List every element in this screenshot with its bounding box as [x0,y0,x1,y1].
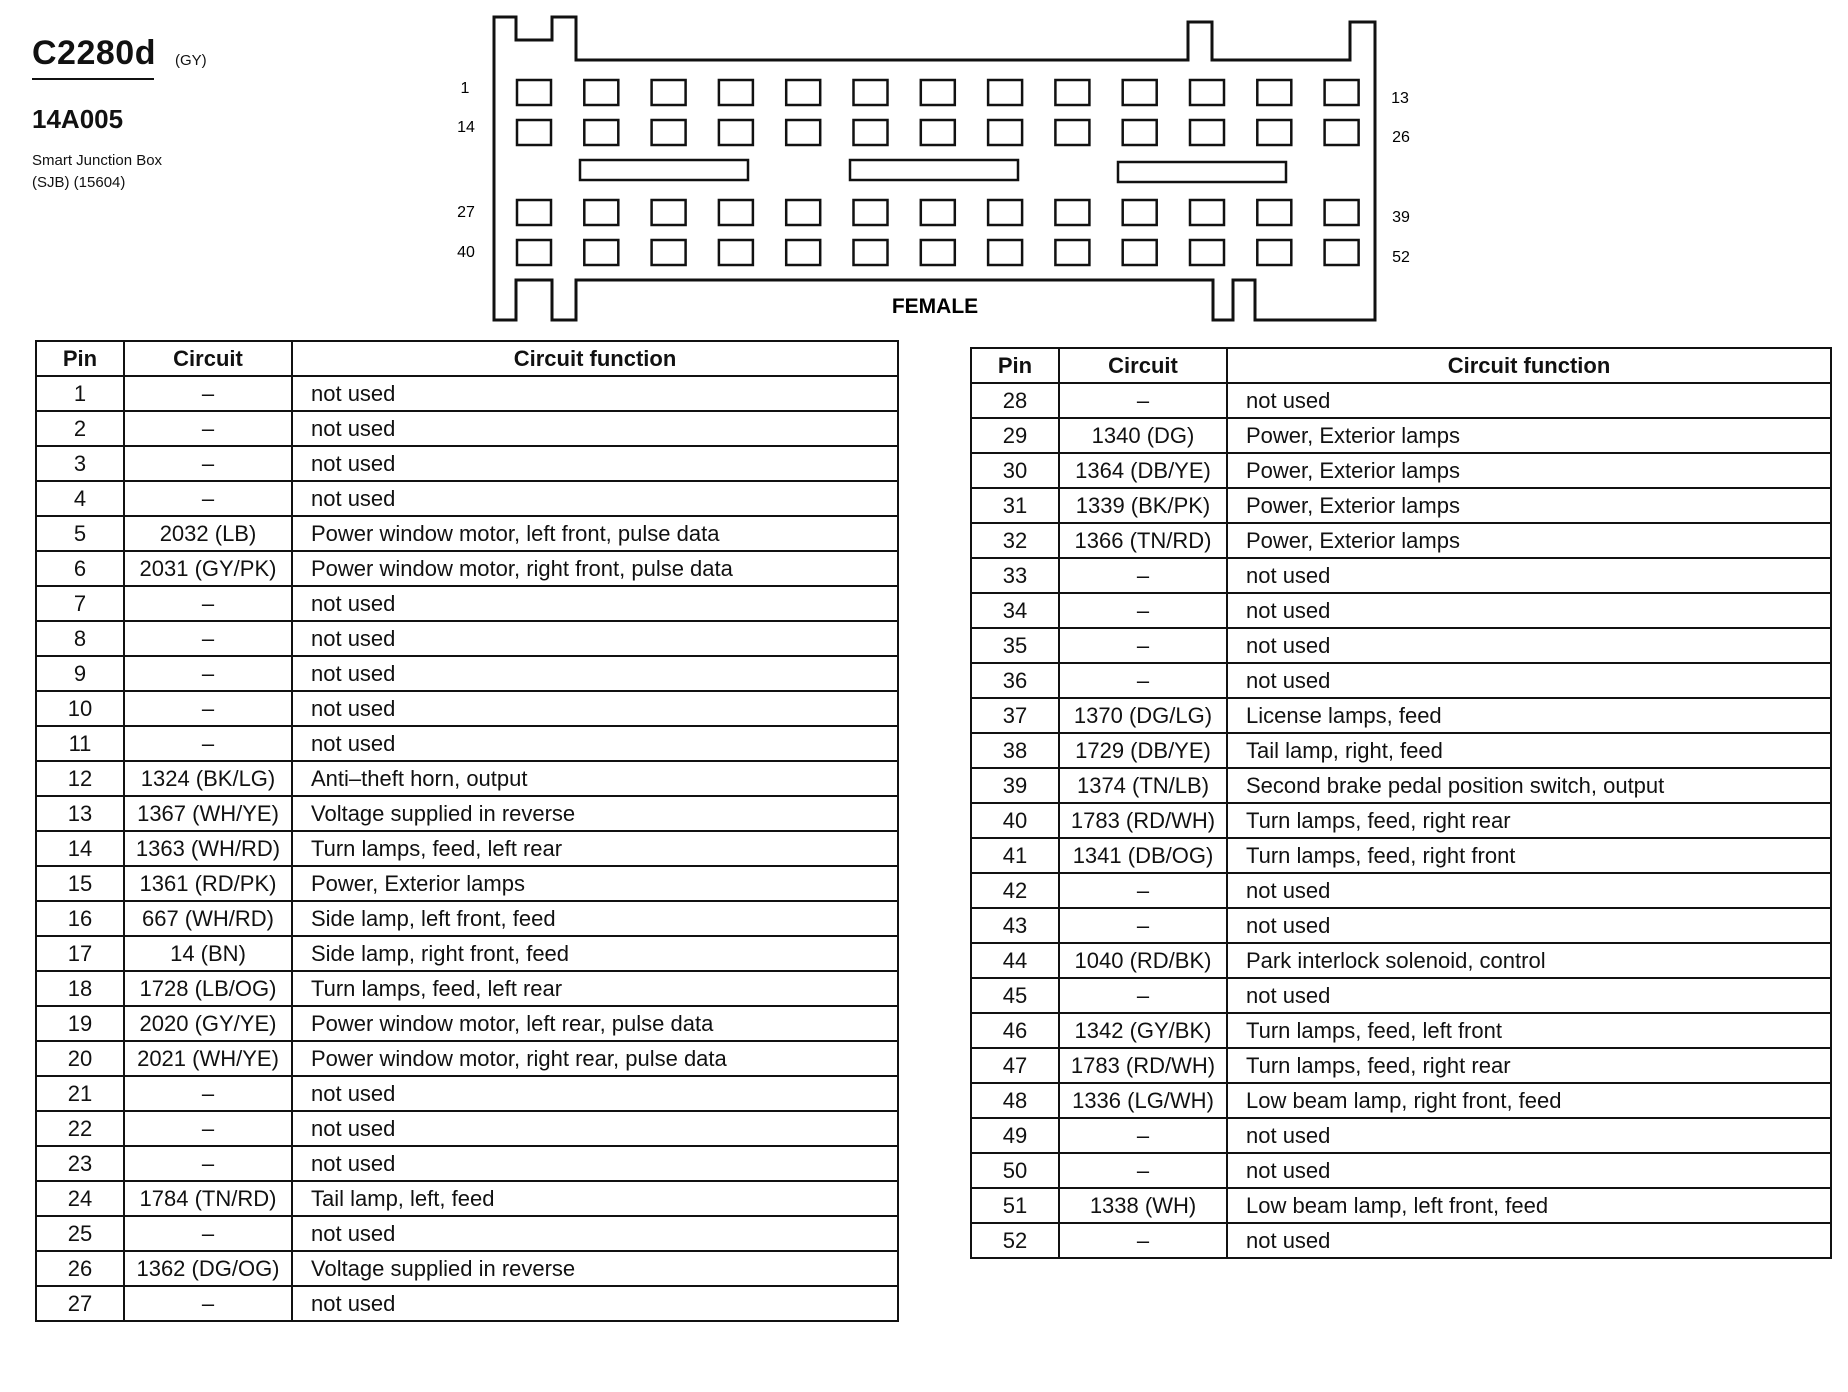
table-row [36,901,898,936]
circuit-code: – [124,1076,292,1111]
cavity-grid [517,80,1359,265]
circuit-code: 1363 (WH/RD) [124,831,292,866]
table-row [36,1041,898,1076]
locking-slot [850,160,1018,180]
table-row [36,971,898,1006]
pin-table-right [970,347,1832,1259]
cavity-slot [854,200,888,225]
circuit-function: not used [292,481,898,516]
cavity-slot [1257,200,1291,225]
table-row [971,558,1831,593]
circuit-function: Power, Exterior lamps [1227,523,1831,558]
table-row [971,663,1831,698]
table-row [971,593,1831,628]
cavity-slot [786,200,820,225]
circuit-function: Low beam lamp, right front, feed [1227,1083,1831,1118]
pin-number: 5 [36,516,124,551]
circuit-code: 1339 (BK/PK) [1059,488,1227,523]
cavity-slot [921,120,955,145]
table-row [971,873,1831,908]
circuit-function: not used [1227,383,1831,418]
circuit-function: not used [1227,908,1831,943]
header-pin: Pin [971,348,1059,383]
cavity-slot [921,240,955,265]
cavity-slot [584,240,618,265]
circuit-function: not used [1227,628,1831,663]
cavity-slot [854,80,888,105]
cavity-slot [1190,120,1224,145]
cavity-slot [719,200,753,225]
pin-number: 43 [971,908,1059,943]
circuit-code: 667 (WH/RD) [124,901,292,936]
pin-number: 21 [36,1076,124,1111]
circuit-code: 2021 (WH/YE) [124,1041,292,1076]
table-row [971,698,1831,733]
circuit-function: Tail lamp, right, feed [1227,733,1831,768]
row-label-2-start: 14 [457,119,475,136]
circuit-code: 1336 (LG/WH) [1059,1083,1227,1118]
cavity-slot [1325,120,1359,145]
cavity-slot [786,80,820,105]
circuit-function: not used [292,1076,898,1111]
row-label-1-start: 1 [460,80,470,97]
table-row [971,1013,1831,1048]
table-row [36,376,898,411]
table-row [36,551,898,586]
table-row [971,453,1831,488]
circuit-function: not used [292,1146,898,1181]
pin-number: 49 [971,1118,1059,1153]
header-circuit-function: Circuit function [292,341,898,376]
circuit-function: not used [292,411,898,446]
circuit-function: Turn lamps, feed, right front [1227,838,1831,873]
table-row [36,1216,898,1251]
circuit-code: 1783 (RD/WH) [1059,1048,1227,1083]
pin-number: 24 [36,1181,124,1216]
connector-face-diagram [0,0,1848,330]
circuit-function: not used [292,586,898,621]
table-row [36,1181,898,1216]
pin-number: 32 [971,523,1059,558]
circuit-code: 1367 (WH/YE) [124,796,292,831]
circuit-function: not used [1227,558,1831,593]
circuit-code: 1338 (WH) [1059,1188,1227,1223]
table-row [36,656,898,691]
pin-number: 4 [36,481,124,516]
pin-number: 39 [971,768,1059,803]
pin-number: 17 [36,936,124,971]
table-row [971,1083,1831,1118]
table-row [36,1146,898,1181]
cavity-slot [1325,80,1359,105]
table-row [36,1111,898,1146]
pin-number: 34 [971,593,1059,628]
pin-number: 25 [36,1216,124,1251]
circuit-code: – [1059,628,1227,663]
cavity-slot [921,80,955,105]
circuit-code: – [124,621,292,656]
circuit-code: – [1059,978,1227,1013]
pin-number: 48 [971,1083,1059,1118]
cavity-slot [854,120,888,145]
table-row [971,943,1831,978]
cavity-slot [1325,240,1359,265]
table-row [971,1188,1831,1223]
pin-number: 40 [971,803,1059,838]
pin-number: 27 [36,1286,124,1321]
cavity-slot [1325,200,1359,225]
circuit-function: Turn lamps, feed, left rear [292,831,898,866]
cavity-slot [1257,240,1291,265]
component-description-line1: Smart Junction Box [32,152,163,169]
table-row [36,1251,898,1286]
pin-number: 33 [971,558,1059,593]
table-row [36,936,898,971]
circuit-code: – [124,691,292,726]
header-pin: Pin [36,341,124,376]
circuit-code: 1364 (DB/YE) [1059,453,1227,488]
circuit-code: 1374 (TN/LB) [1059,768,1227,803]
row-label-4-start: 40 [457,244,475,261]
cavity-slot [1055,120,1089,145]
table-row [36,481,898,516]
pin-number: 8 [36,621,124,656]
circuit-code: – [124,586,292,621]
circuit-function: not used [1227,978,1831,1013]
cavity-slot [1123,80,1157,105]
circuit-function: not used [1227,1153,1831,1188]
cavity-slot [652,240,686,265]
circuit-code: 1729 (DB/YE) [1059,733,1227,768]
circuit-function: Power, Exterior lamps [292,866,898,901]
cavity-slot [1123,200,1157,225]
circuit-code: – [1059,558,1227,593]
pin-number: 42 [971,873,1059,908]
table-row [36,866,898,901]
circuit-code: 14 (BN) [124,936,292,971]
header-circuit: Circuit [1059,348,1227,383]
table-row [36,446,898,481]
circuit-function: not used [292,691,898,726]
table-row [971,803,1831,838]
connector-id: C2280d [32,34,156,72]
circuit-function: Second brake pedal position switch, output [1227,768,1831,803]
cavity-slot [1190,200,1224,225]
cavity-slot [1257,120,1291,145]
circuit-function: Voltage supplied in reverse [292,1251,898,1286]
circuit-function: not used [292,1286,898,1321]
pin-number: 37 [971,698,1059,733]
circuit-function: Side lamp, right front, feed [292,936,898,971]
pin-number: 30 [971,453,1059,488]
circuit-code: 1342 (GY/BK) [1059,1013,1227,1048]
row-label-2-end: 26 [1392,129,1410,146]
cavity-slot [652,120,686,145]
circuit-function: Anti–theft horn, output [292,761,898,796]
circuit-code: – [1059,663,1227,698]
circuit-code: – [1059,1223,1227,1258]
pin-number: 28 [971,383,1059,418]
cavity-slot [786,240,820,265]
circuit-function: not used [292,656,898,691]
connector-housing-outline [494,17,1375,320]
circuit-code: – [1059,873,1227,908]
table-header-row [971,348,1831,383]
pin-number: 36 [971,663,1059,698]
table-row [971,733,1831,768]
row-label-1-end: 13 [1391,90,1409,107]
row-label-3-end: 39 [1392,209,1410,226]
circuit-code: 1370 (DG/LG) [1059,698,1227,733]
table-row [971,838,1831,873]
pin-table-left [35,340,899,1322]
table-row [36,516,898,551]
circuit-function: Power window motor, right rear, pulse data [292,1041,898,1076]
pin-number: 51 [971,1188,1059,1223]
table-row [36,621,898,656]
cavity-slot [1123,120,1157,145]
cavity-slot [1055,80,1089,105]
circuit-function: not used [292,376,898,411]
component-description-line2: (SJB) (15604) [32,174,126,191]
pin-number: 18 [36,971,124,1006]
circuit-function: Tail lamp, left, feed [292,1181,898,1216]
circuit-code: 1361 (RD/PK) [124,866,292,901]
cavity-slot [1190,80,1224,105]
pin-number: 52 [971,1223,1059,1258]
pin-number: 47 [971,1048,1059,1083]
pin-number: 20 [36,1041,124,1076]
locking-slot [580,160,748,180]
table-row [971,418,1831,453]
cavity-slot [988,80,1022,105]
part-number: 14A005 [32,104,124,134]
cavity-slot [988,120,1022,145]
row-label-3-start: 27 [457,204,475,221]
pin-number: 31 [971,488,1059,523]
table-row [36,1286,898,1321]
cavity-slot [988,240,1022,265]
pin-number: 16 [36,901,124,936]
table-row [36,1006,898,1041]
circuit-function: not used [292,1216,898,1251]
pin-number: 22 [36,1111,124,1146]
table-row [971,908,1831,943]
cavity-slot [517,80,551,105]
cavity-slot [1055,200,1089,225]
pin-number: 10 [36,691,124,726]
pin-number: 19 [36,1006,124,1041]
pin-number: 12 [36,761,124,796]
circuit-code: – [1059,593,1227,628]
circuit-code: – [124,1286,292,1321]
circuit-code: – [124,1111,292,1146]
cavity-slot [584,80,618,105]
pin-number: 6 [36,551,124,586]
table-row [36,831,898,866]
pin-number: 3 [36,446,124,481]
circuit-function: Voltage supplied in reverse [292,796,898,831]
pin-number: 46 [971,1013,1059,1048]
cavity-slot [854,240,888,265]
pin-number: 13 [36,796,124,831]
circuit-function: not used [1227,593,1831,628]
circuit-function: Turn lamps, feed, right rear [1227,1048,1831,1083]
circuit-code: – [124,656,292,691]
circuit-code: 1784 (TN/RD) [124,1181,292,1216]
circuit-code: – [124,411,292,446]
circuit-code: 1366 (TN/RD) [1059,523,1227,558]
cavity-slot [584,200,618,225]
table-row [36,586,898,621]
table-row [971,1048,1831,1083]
circuit-function: not used [292,446,898,481]
circuit-code: 1341 (DB/OG) [1059,838,1227,873]
cavity-slot [719,80,753,105]
pin-number: 11 [36,726,124,761]
pin-number: 15 [36,866,124,901]
pin-number: 29 [971,418,1059,453]
circuit-function: Power, Exterior lamps [1227,488,1831,523]
circuit-code: – [1059,383,1227,418]
circuit-code: – [124,726,292,761]
pin-number: 41 [971,838,1059,873]
circuit-function: Park interlock solenoid, control [1227,943,1831,978]
circuit-code: – [1059,1118,1227,1153]
circuit-function: not used [1227,873,1831,908]
circuit-code: 1783 (RD/WH) [1059,803,1227,838]
cavity-slot [517,200,551,225]
circuit-code: – [124,376,292,411]
locking-slot [1118,162,1286,182]
table-row [971,1118,1831,1153]
gender-label: FEMALE [891,295,979,318]
table-row [971,768,1831,803]
cavity-slot [1123,240,1157,265]
pin-number: 45 [971,978,1059,1013]
circuit-function: Power, Exterior lamps [1227,418,1831,453]
cavity-slot [1055,240,1089,265]
table-row [36,726,898,761]
pin-number: 1 [36,376,124,411]
circuit-code: – [1059,908,1227,943]
circuit-function: not used [1227,1223,1831,1258]
table-header-row [36,341,898,376]
pin-number: 50 [971,1153,1059,1188]
table-row [36,796,898,831]
pin-number: 38 [971,733,1059,768]
circuit-function: Turn lamps, feed, right rear [1227,803,1831,838]
table-row [36,761,898,796]
circuit-code: – [124,1216,292,1251]
pin-number: 7 [36,586,124,621]
circuit-code: 2031 (GY/PK) [124,551,292,586]
table-row [971,523,1831,558]
circuit-code: – [124,1146,292,1181]
cavity-slot [1257,80,1291,105]
circuit-code: – [124,446,292,481]
circuit-function: License lamps, feed [1227,698,1831,733]
circuit-function: Turn lamps, feed, left rear [292,971,898,1006]
circuit-code: 1362 (DG/OG) [124,1251,292,1286]
circuit-function: Power window motor, right front, pulse data [292,551,898,586]
circuit-function: Power, Exterior lamps [1227,453,1831,488]
row-label-4-end: 52 [1392,249,1410,266]
pin-number: 26 [36,1251,124,1286]
circuit-function: not used [292,726,898,761]
circuit-function: Power window motor, left front, pulse data [292,516,898,551]
cavity-slot [719,240,753,265]
circuit-function: not used [292,621,898,656]
table-row [36,691,898,726]
cavity-slot [652,200,686,225]
pin-number: 14 [36,831,124,866]
cavity-slot [584,120,618,145]
table-row [971,1223,1831,1258]
cavity-slot [517,240,551,265]
circuit-code: – [1059,1153,1227,1188]
circuit-function: Side lamp, left front, feed [292,901,898,936]
circuit-function: Low beam lamp, left front, feed [1227,1188,1831,1223]
circuit-function: not used [1227,663,1831,698]
cavity-slot [517,120,551,145]
pin-number: 23 [36,1146,124,1181]
cavity-slot [652,80,686,105]
circuit-function: not used [1227,1118,1831,1153]
table-row [971,978,1831,1013]
table-row [971,1153,1831,1188]
circuit-code: – [124,481,292,516]
circuit-function: not used [292,1111,898,1146]
circuit-code: 1040 (RD/BK) [1059,943,1227,978]
cavity-slot [988,200,1022,225]
circuit-code: 2020 (GY/YE) [124,1006,292,1041]
cavity-slot [786,120,820,145]
pin-number: 9 [36,656,124,691]
header-circuit: Circuit [124,341,292,376]
cavity-slot [719,120,753,145]
circuit-code: 1340 (DG) [1059,418,1227,453]
pin-number: 35 [971,628,1059,663]
circuit-code: 1728 (LB/OG) [124,971,292,1006]
table-row [971,383,1831,418]
table-row [36,411,898,446]
circuit-code: 2032 (LB) [124,516,292,551]
circuit-function: Power window motor, left rear, pulse data [292,1006,898,1041]
pin-number: 44 [971,943,1059,978]
table-row [971,488,1831,523]
header-circuit-function: Circuit function [1227,348,1831,383]
circuit-function: Turn lamps, feed, left front [1227,1013,1831,1048]
table-row [36,1076,898,1111]
table-row [971,628,1831,663]
circuit-code: 1324 (BK/LG) [124,761,292,796]
cavity-slot [921,200,955,225]
connector-color: (GY) [175,52,207,69]
cavity-slot [1190,240,1224,265]
pin-number: 2 [36,411,124,446]
